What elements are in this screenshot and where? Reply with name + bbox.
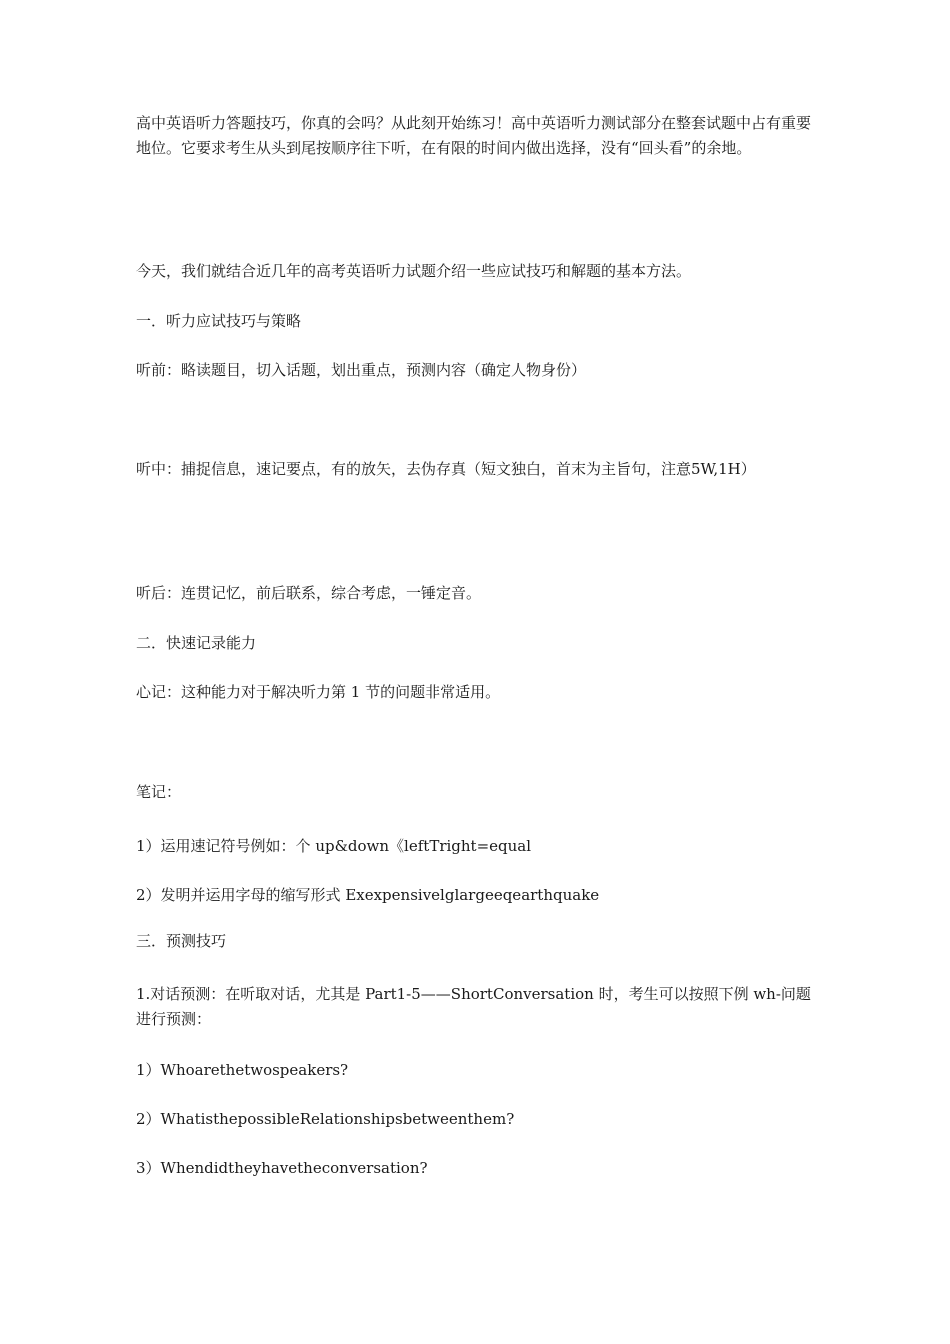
dialogue-prediction-paragraph: 1.对话预测：在听取对话，尤其是 Part1-5——ShortConversation 时，考生可以按照下例 wh-问题进行预测： xyxy=(136,985,811,1028)
before-listening-paragraph: 听前：略读题目，切入话题，划出重点，预测内容（确定人物身份） xyxy=(136,361,587,379)
while-listening-paragraph: 听中：捕捉信息，速记要点，有的放矢，去伪存真（短文独白，首末为主旨句，注意5W,1H） xyxy=(136,460,756,478)
after-listening-paragraph: 听后：连贯记忆，前后联系，综合考虑，一锤定音。 xyxy=(136,584,482,602)
notes-item-2: 2）发明并运用字母的缩写形式 Exexpensivelglargeeqearthquake xyxy=(136,886,600,904)
question-item-3: 3）Whendidtheyhavetheconversation? xyxy=(136,1159,428,1177)
intro-paragraph: 高中英语听力答题技巧，你真的会吗？从此刻开始练习！高中英语听力测试部分在整套试题中占有重要地位。它要求考生从头到尾按顺序往下听，在有限的时间内做出选择，没有“回头看”的余地。 xyxy=(136,114,812,157)
today-paragraph: 今天，我们就结合近几年的高考英语听力试题介绍一些应试技巧和解题的基本方法。 xyxy=(136,262,692,280)
question-item-1: 1）Whoarethetwospeakers? xyxy=(136,1061,349,1079)
mental-notes-paragraph: 心记：这种能力对于解决听力第 1 节的问题非常适用。 xyxy=(136,683,501,701)
section-heading-2: 二．快速记录能力 xyxy=(136,634,257,652)
section-heading-3: 三．预测技巧 xyxy=(136,932,227,950)
notes-label: 笔记： xyxy=(136,783,182,801)
section-heading-1: 一．听力应试技巧与策略 xyxy=(136,312,302,330)
notes-item-1: 1）运用速记符号例如：个 up&down《leftTright=equal xyxy=(136,837,532,855)
question-item-2: 2）WhatisthepossibleRelationshipsbetweenthem? xyxy=(136,1110,515,1128)
